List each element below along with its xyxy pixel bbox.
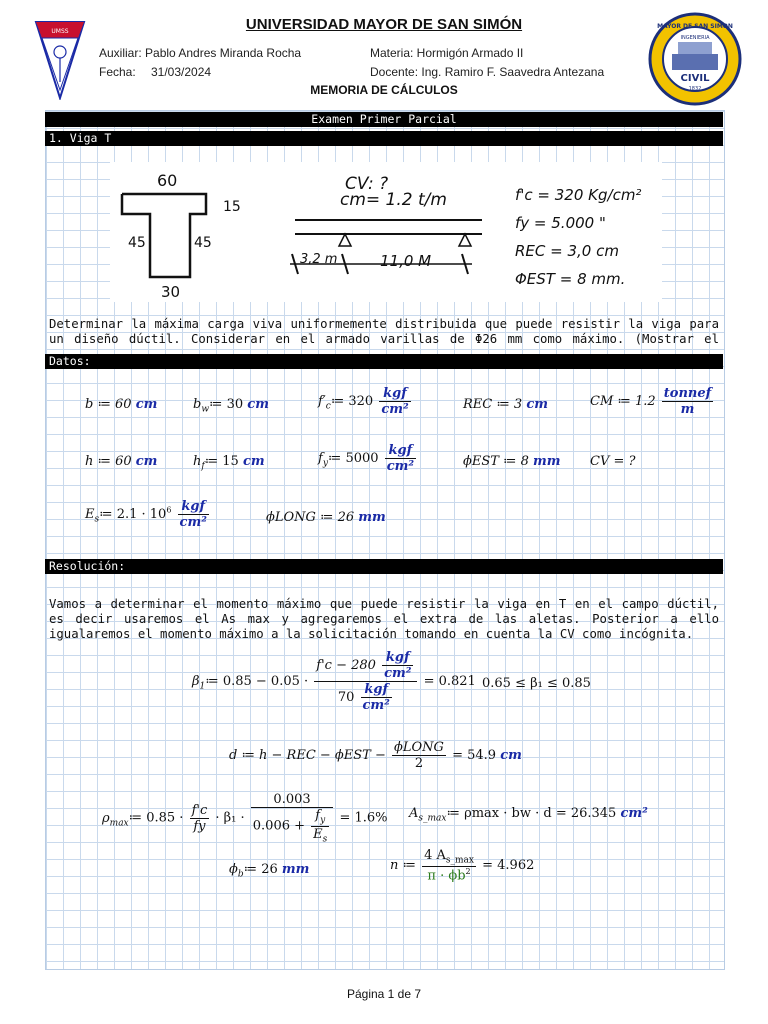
sketch-span1: 3,2 m (300, 252, 338, 267)
fecha-label: Fecha: (99, 65, 136, 79)
civil-logo-civil: CIVIL (680, 73, 710, 84)
sketch-cm: cm= 1.2 t/m (340, 190, 447, 210)
section1-bar: 1. Viga T (45, 131, 723, 146)
sketch-span2: 11,0 M (380, 252, 432, 270)
sketch-fy: fy = 5.000 " (515, 214, 606, 232)
eq-beta1: $\beta_1≔$ 0.85 − 0.05 · f'c − 280 $\frac{\text{kgf}}{\text{cm²}}$ 70 $\frac{\text{kgf}}{\text{cm²}}$ = 0.821 (192, 650, 476, 713)
civil-logo-year: 1832 (688, 86, 702, 92)
dato-hf: $h_f≔$ 15 cm (193, 454, 265, 472)
resolucion-intro: Vamos a determinar el momento máximo que puede resistir la viga en T en el campo dúctil, es decir usaremos el As max y agregaremos el extra de las aletas. Posterior a ello igualaremos el momento máximo a la solicitación tomando en cuenta la CV como incógnita. (49, 597, 719, 641)
eq-phi-b: $\phi_b≔$ 26 mm (229, 862, 310, 880)
docente: Docente: Ing. Ramiro F. Saavedra Antezana (370, 65, 605, 79)
university-title: UNIVERSIDAD MAYOR DE SAN SIMÓN (245, 16, 523, 33)
eq-rho-max: $\rho_{max}≔$ 0.85 · $\frac{f'c}{fy}$ · β₁ · 0.003 0.006 + $\frac{f_y}{E_s}$ = 1.6% (102, 792, 388, 845)
dato-fy: $f_y≔$ 5000 $\frac{\text{kgf}}{\text{cm²}}$ (318, 443, 415, 474)
dato-est: ϕEST ≔ 8 mm (463, 454, 561, 469)
page-footer: Página 1 de 7 (346, 987, 422, 1001)
dato-fc: $f'_c≔$ 320 $\frac{\text{kgf}}{\text{cm²}}$ (318, 386, 409, 417)
eq-n: n ≔ $\frac{4 A_{s\_max}}{\pi \cdot \phi b^2}$ = 4.962 (390, 848, 535, 883)
resolucion-bar: Resolución: (45, 559, 723, 574)
civil-logo-mid: INGENIERIA (680, 35, 710, 41)
dato-long: ϕLONG ≔ 26 mm (266, 510, 386, 525)
sketch-est: ΦEST = 8 mm. (515, 270, 626, 288)
dato-rec: REC ≔ 3 cm (463, 397, 549, 412)
sketch-cv: CV: ? (345, 174, 389, 194)
dato-cv: CV = ? (590, 454, 636, 469)
memoria-title: MEMORIA DE CÁLCULOS (310, 83, 458, 97)
sketch-b30: 30 (161, 283, 181, 301)
exam-bar: Examen Primer Parcial (45, 112, 723, 127)
civil-logo-top: MAYOR DE SAN SIMON (657, 23, 733, 30)
fecha-value: 31/03/2024 (151, 65, 212, 79)
materia: Materia: Hormigón Armado II (370, 46, 524, 60)
auxiliar: Auxiliar: Pablo Andres Miranda Rocha (99, 46, 302, 60)
sketch-fc: f'c = 320 Kg/cm² (515, 186, 642, 204)
umss-logo-text: UMSS (51, 28, 69, 35)
datos-bar: Datos: (45, 354, 723, 369)
eq-as-max: $A_{s\_max}≔$ ρmax · bw · d = 26.345 cm² (409, 806, 648, 824)
dato-bw: $b_w≔$ 30 cm (193, 397, 269, 415)
sketch-rec: REC = 3,0 cm (515, 242, 619, 260)
dato-es: $E_s≔$ $2.1 \cdot 10^6$ $\frac{\text{kgf}}{\text{cm²}}$ (85, 499, 207, 530)
problem-statement: Determinar la máxima carga viva uniformemente distribuida que puede resistir la viga para un diseño dúctil. Considerar en el armado varillas de Φ26 mm como máximo. (Mostrar el (49, 317, 719, 346)
sketch-h15: 15 (223, 199, 241, 215)
eq-beta-range: 0.65 ≤ β₁ ≤ 0.85 (482, 676, 591, 691)
eq-d: d ≔ h − REC − ϕEST − $\frac{\text{ϕLONG}}{2}$ = 54.9 cm (229, 740, 522, 771)
sketch-w45-left: 45 (128, 235, 146, 251)
sketch-b60: 60 (157, 171, 178, 190)
dato-cm: CM ≔ 1.2 $\frac{\text{tonnef}}{m}$ (590, 386, 712, 417)
dato-h: h ≔ 60 cm (85, 454, 158, 469)
sketch-w45-right: 45 (194, 235, 212, 251)
dato-b: b ≔ 60 cm (85, 397, 158, 412)
